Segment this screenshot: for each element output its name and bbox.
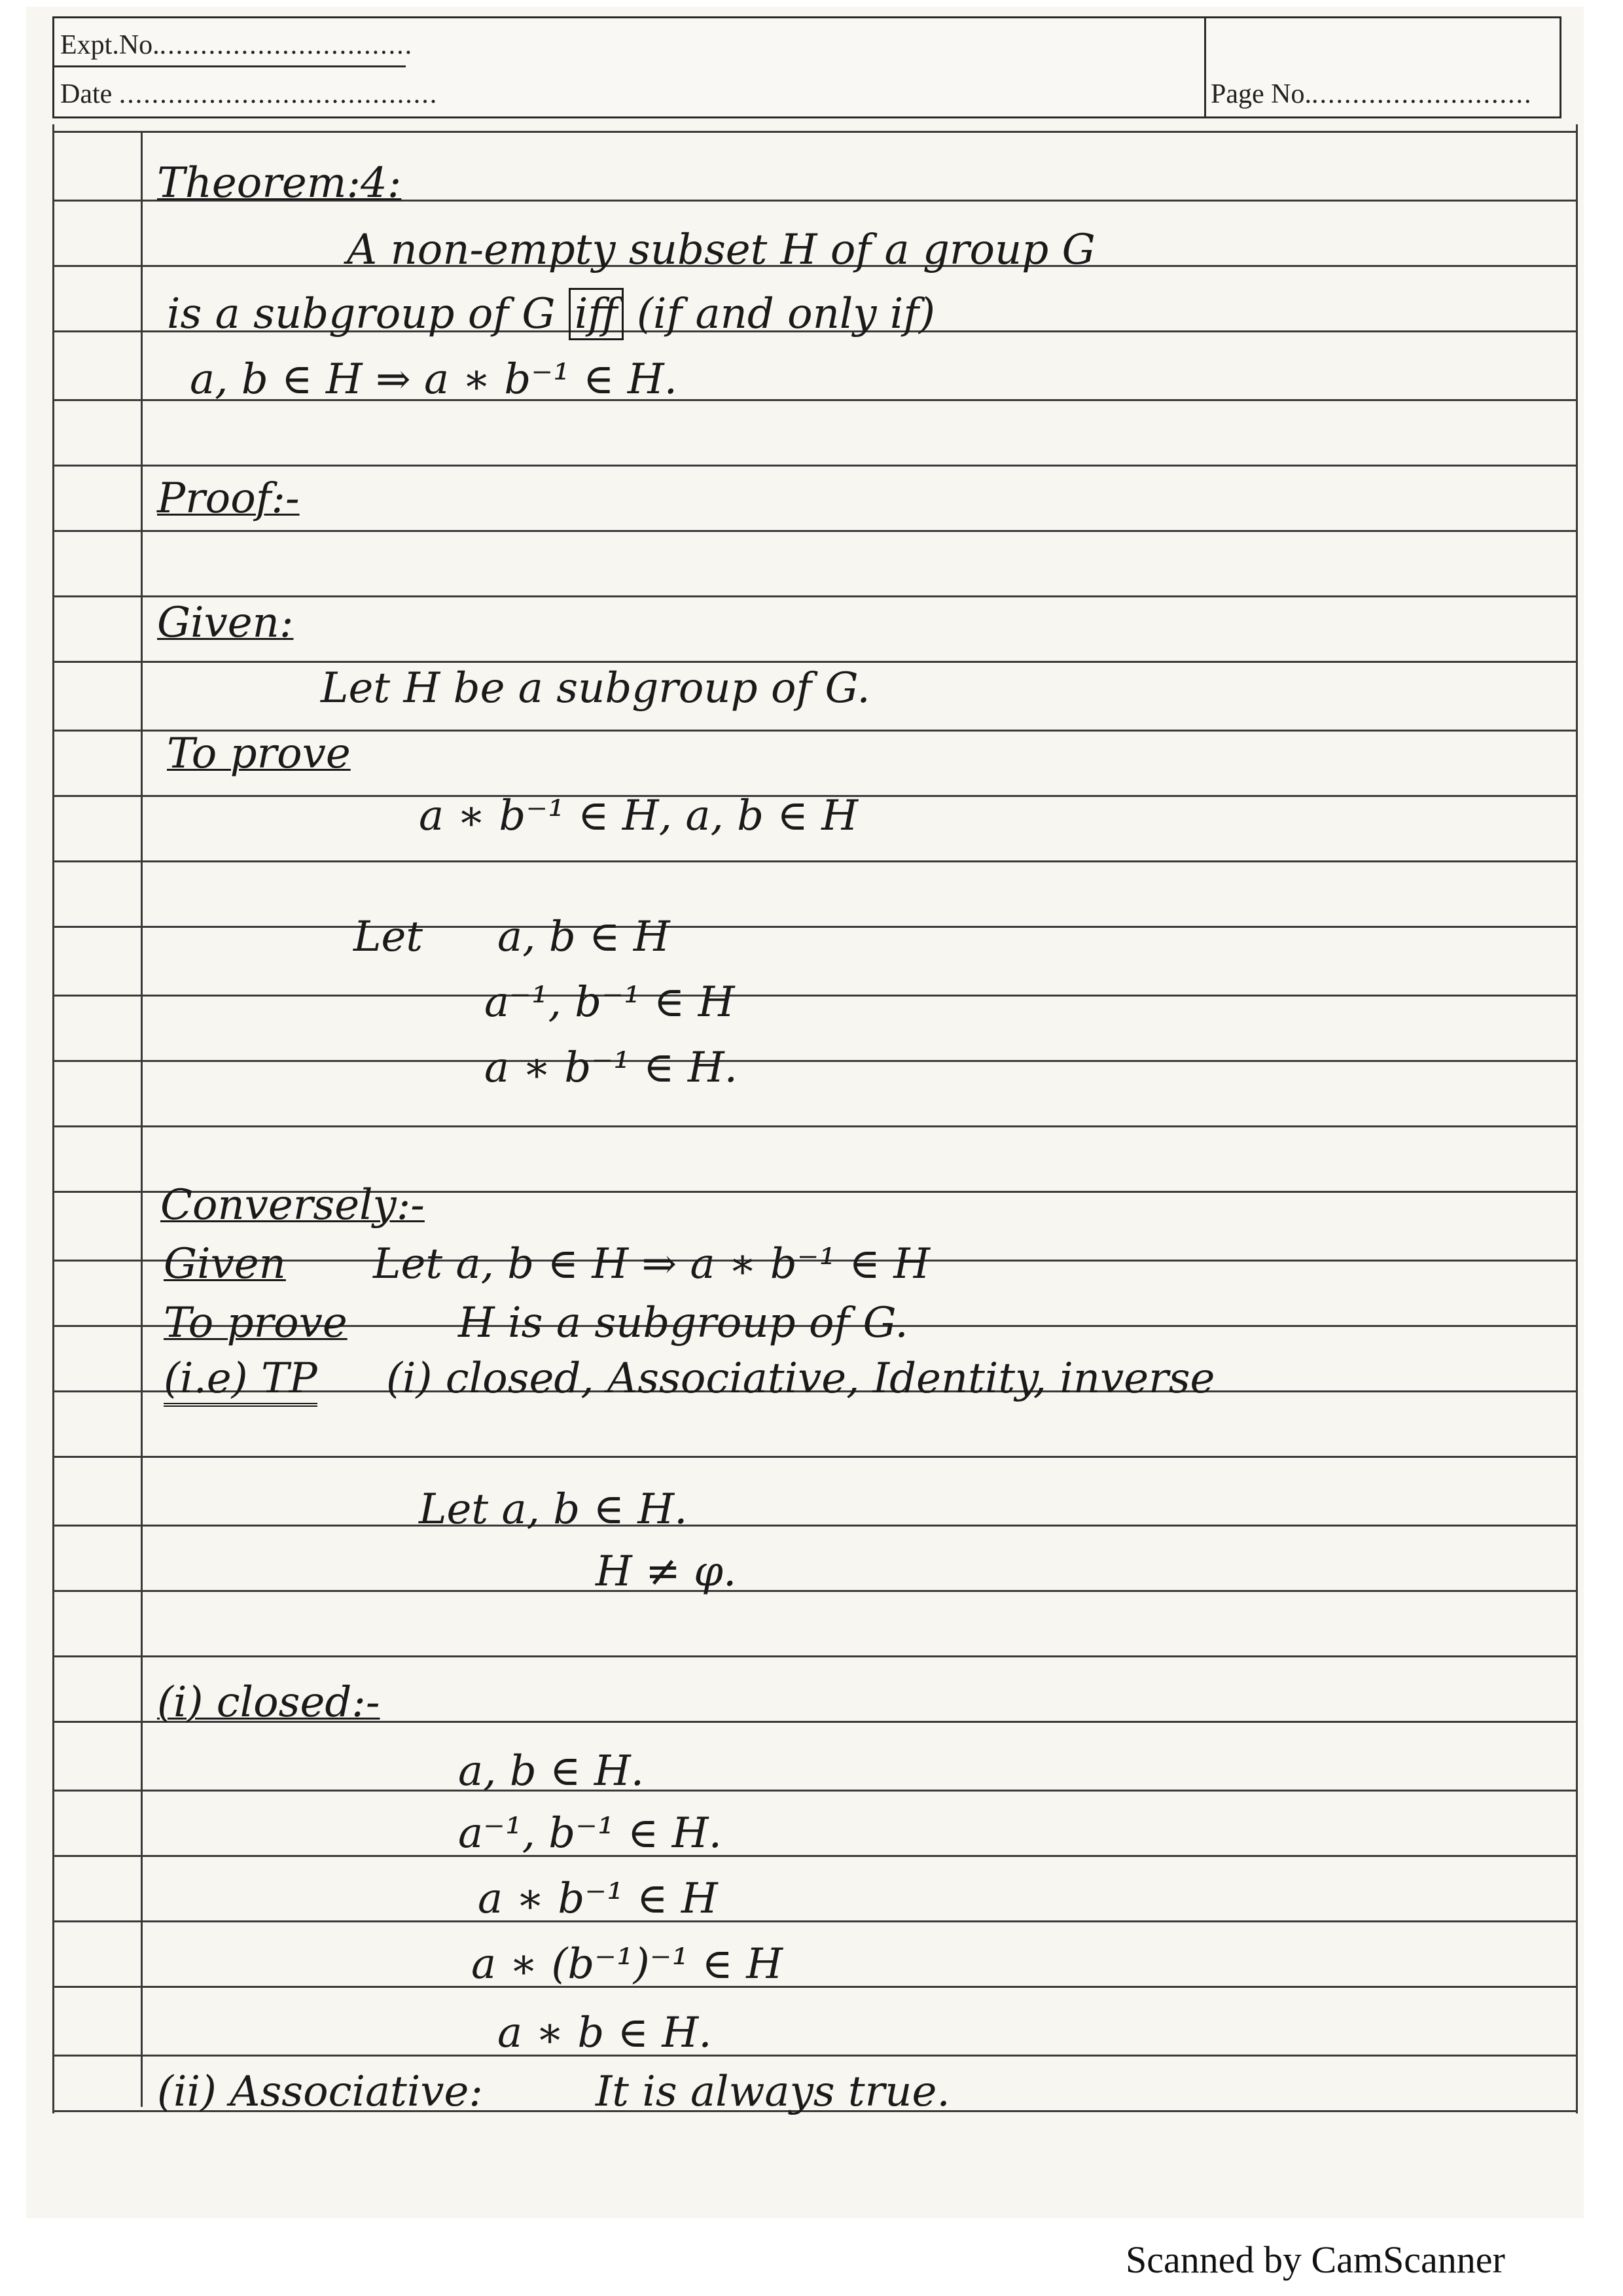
to-prove-heading: To prove	[167, 730, 351, 778]
date-field	[60, 79, 438, 110]
margin-line	[141, 131, 143, 2107]
proof-step-3: a ∗ b⁻¹ ∈ H.	[484, 1044, 738, 1092]
page-no-field	[1211, 79, 1532, 110]
expt-no-dots: ...............................	[159, 30, 414, 60]
proof-step-2: a⁻¹, b⁻¹ ∈ H	[484, 978, 735, 1027]
theorem-line-3: a, b ∈ H ⇒ a ∗ b⁻¹ ∈ H.	[190, 355, 677, 404]
closed-line-5: a ∗ b ∈ H.	[497, 2009, 712, 2057]
iff-box: iff	[569, 288, 624, 340]
header-middle-box	[406, 16, 1204, 118]
converse-given-label: Given	[164, 1240, 286, 1288]
theorem-line-1: A non-empty subset H of a group G	[347, 226, 1096, 274]
date-dots: .......................................	[118, 79, 438, 109]
page-no-dots: ...........................	[1311, 79, 1533, 109]
conversely-heading: Conversely:-	[160, 1181, 425, 1229]
closed-line-4: a ∗ (b⁻¹)⁻¹ ∈ H	[471, 1940, 783, 1988]
nonempty-line: H ≠ φ.	[596, 1547, 737, 1596]
closed-line-2: a⁻¹, b⁻¹ ∈ H.	[458, 1809, 722, 1858]
notebook-page	[26, 7, 1584, 2218]
ie-label: (i.e) TP	[164, 1358, 317, 1400]
associative-heading: (ii) Associative:	[157, 2068, 483, 2116]
expt-no-field	[60, 29, 413, 61]
proof-heading: Proof:-	[157, 474, 300, 523]
theorem-line-2	[167, 290, 935, 338]
given-heading: Given:	[157, 599, 294, 647]
associative-text: It is always true.	[596, 2068, 950, 2116]
closed-line-3: a ∗ b⁻¹ ∈ H	[478, 1875, 718, 1923]
converse-to-prove-text: H is a subgroup of G.	[458, 1299, 908, 1347]
given-text: Let H be a subgroup of G.	[321, 664, 870, 713]
page-no-label: Page No.	[1211, 79, 1311, 109]
page-left-border	[52, 124, 54, 2113]
date-label: Date	[60, 79, 113, 109]
closed-heading: (i) closed:-	[157, 1678, 380, 1727]
let-label: Let	[353, 913, 423, 961]
ie-text: (i) closed, Associative, Identity, inverse	[386, 1354, 1215, 1403]
converse-given-text: Let a, b ∈ H ⇒ a ∗ b⁻¹ ∈ H	[373, 1240, 931, 1288]
converse-to-prove-label: To prove	[164, 1299, 348, 1347]
converse-let-line: Let a, b ∈ H.	[419, 1485, 688, 1534]
header-divider	[52, 65, 406, 67]
theorem-line-2b: (if and only if)	[637, 290, 935, 338]
theorem-heading: Theorem:4:	[157, 159, 402, 207]
to-prove-text: a ∗ b⁻¹ ∈ H, a, b ∈ H	[419, 792, 858, 840]
scanner-watermark: Scanned by CamScanner	[1126, 2238, 1505, 2281]
expt-no-label: Expt.No.	[60, 30, 160, 60]
closed-line-1: a, b ∈ H.	[458, 1747, 645, 1795]
proof-step-1: a, b ∈ H	[497, 913, 670, 961]
page-right-border	[1576, 124, 1578, 2113]
theorem-line-2a: is a subgroup of G	[167, 290, 556, 338]
